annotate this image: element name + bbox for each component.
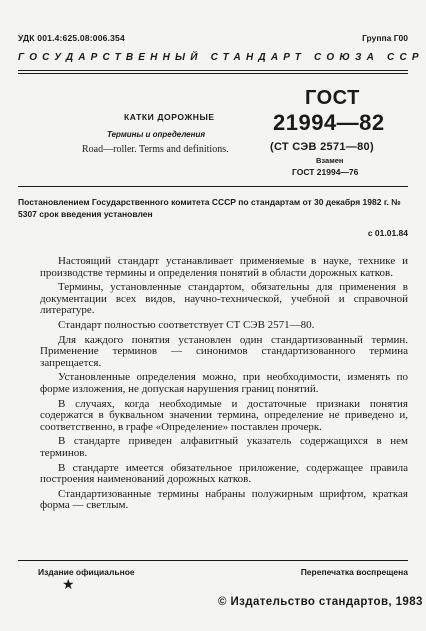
- gost-number: 21994—82: [273, 110, 385, 135]
- gost-label: ГОСТ: [305, 87, 360, 109]
- footer-rule: [18, 560, 408, 561]
- english-title: Road—roller. Terms and definitions.: [82, 144, 229, 155]
- subject-title: КАТКИ ДОРОЖНЫЕ: [124, 112, 215, 122]
- standard-banner: ГОСУДАРСТВЕННЫЙ СТАНДАРТ СОЮЗА ССР: [18, 52, 424, 63]
- group-code: Группа Г00: [362, 33, 408, 43]
- body-paragraph: В стандарте имеется обязательное приложение, содержащее правила построения наименований дорожных катков.: [40, 461, 408, 486]
- body-text: [40, 256, 408, 515]
- body-paragraph: Термины, установленные стандартом, обязательны для применения в документации всех видов, научно-технической, учебной и справочной литературе.: [40, 281, 408, 317]
- banner-rule-top: [18, 70, 408, 71]
- body-paragraph: Стандарт полностью соответствует СТ СЭВ 2571—80.: [58, 318, 315, 331]
- copyright: © Издательство стандартов, 1983: [218, 596, 423, 608]
- body-paragraph: Стандартизованные термины набраны полужирным шрифтом, краткая форма — светлым.: [40, 487, 408, 512]
- decree-text: Постановлением Государственного комитета СССР по стандартам от 30 декабря 1982 г. № 5307 срок введения установлен: [18, 197, 401, 219]
- reprint-note: Перепечатка воспрещена: [300, 567, 408, 577]
- banner-rule-bottom: [18, 73, 408, 74]
- effective-date: с 01.01.84: [367, 228, 408, 238]
- body-paragraph: Для каждого понятия установлен один стандартизованный термин. Применение терминов — синонимов стандартизованного термина запрещается.: [40, 333, 408, 369]
- body-paragraph: Установленные определения можно, при необходимости, изменять по форме изложения, не допуская нарушения границ понятий.: [40, 371, 408, 395]
- body-paragraph: В стандарте приведен алфавитный указатель содержащихся в нем терминов.: [40, 435, 408, 459]
- udk-code: УДК 001.4:625.08:006.354: [18, 33, 125, 43]
- replaced-standard: ГОСТ 21994—76: [292, 167, 359, 177]
- subject-subtitle: Термины и определения: [107, 130, 206, 139]
- body-paragraph: В случаях, когда необходимые и достаточные признаки понятия содержатся в буквальном значении термина, определение не приведено и, соответственно, в графе «Определение» поставлен прочерк.: [40, 397, 408, 433]
- cmea-reference: (СТ СЭВ 2571—80): [270, 141, 374, 153]
- star-icon: ★: [62, 578, 75, 593]
- decree-rule: [18, 186, 408, 187]
- replaces-label: Взамен: [316, 156, 344, 165]
- body-paragraph: Настоящий стандарт устанавливает применяемые в науке, технике и производстве термины и определения понятий в области дорожных катков.: [40, 255, 408, 279]
- official-edition-note: Издание официальное: [38, 567, 135, 577]
